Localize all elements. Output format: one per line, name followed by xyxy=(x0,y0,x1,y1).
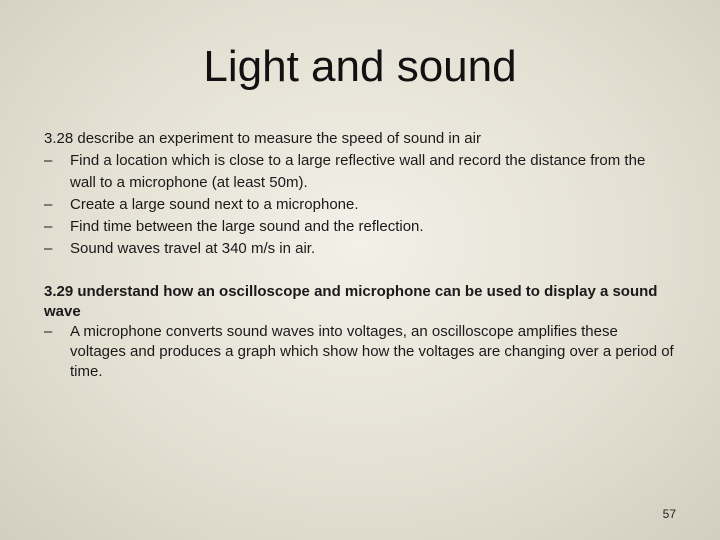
section-oscilloscope xyxy=(44,282,674,382)
bullet-dash: – xyxy=(44,196,53,213)
bullet-dash: – xyxy=(44,152,53,169)
slide-title: Light and sound xyxy=(203,42,517,91)
section-speed-of-sound xyxy=(44,128,674,260)
bullet-dash: – xyxy=(44,323,53,340)
bullet-dash: – xyxy=(44,240,53,257)
list-item-text: Find a location which is close to a large reflective wall and record the distance from the wall to a microphone (at least 50m). xyxy=(70,152,646,191)
list-item xyxy=(44,238,674,260)
list-item-text: Find time between the large sound and the reflection. xyxy=(70,218,424,235)
slide-content xyxy=(44,128,674,382)
page-number: 57 xyxy=(662,507,676,521)
list-item xyxy=(44,322,674,382)
list-item-text: A microphone converts sound waves into voltages, an oscilloscope amplifies these voltages and produces a graph which show how the voltages are changing over a period of time. xyxy=(70,323,674,380)
bullet-dash: – xyxy=(44,218,53,235)
list-item xyxy=(44,194,674,216)
list-item-text: Create a large sound next to a microphone. xyxy=(70,196,359,213)
list-item-text: Sound waves travel at 340 m/s in air. xyxy=(70,240,316,257)
section-heading: 3.29 understand how an oscilloscope and microphone can be used to display a sound wave xyxy=(44,283,658,320)
bullet-list xyxy=(44,322,674,382)
bullet-list xyxy=(44,150,674,260)
list-item xyxy=(44,216,674,238)
section-heading: 3.28 describe an experiment to measure the speed of sound in air xyxy=(44,130,481,147)
list-item xyxy=(44,150,674,194)
